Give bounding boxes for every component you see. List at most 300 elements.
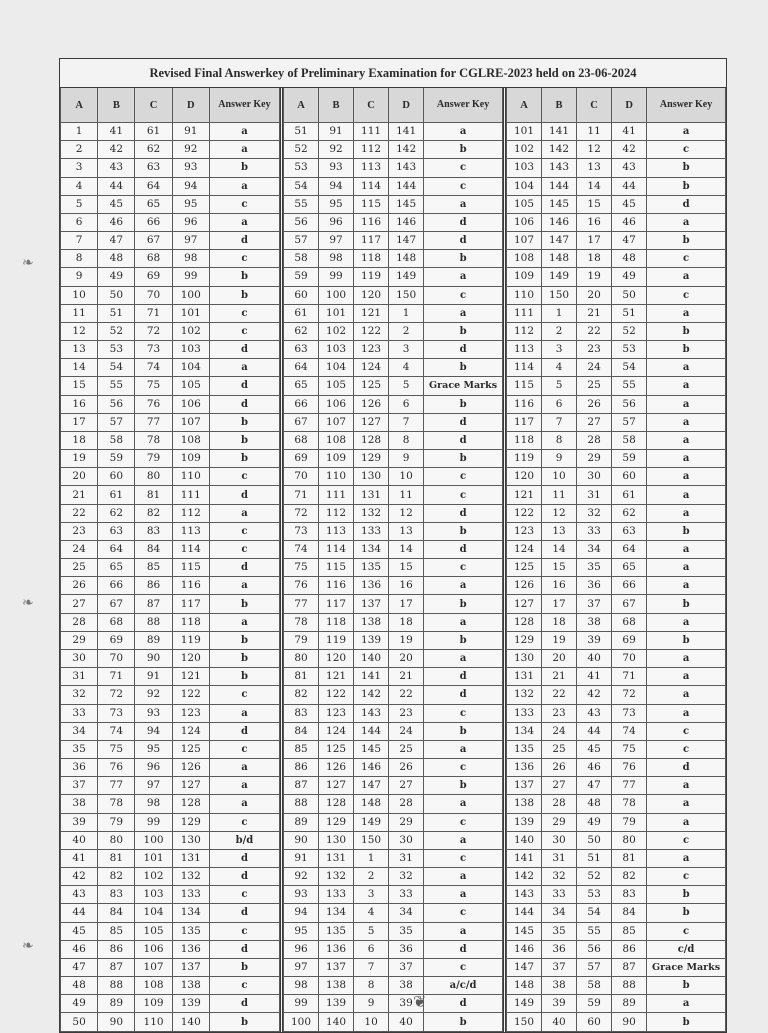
table-row [61, 904, 280, 922]
question-number-cell: 145 [389, 195, 424, 213]
question-number-cell: 33 [577, 522, 612, 540]
answer-key-cell: c [209, 977, 279, 995]
question-number-cell: 26 [389, 759, 424, 777]
question-number-cell: 75 [98, 740, 135, 758]
question-number-cell: 145 [354, 740, 389, 758]
question-number-cell: 91 [284, 849, 319, 867]
table-row [284, 668, 503, 686]
answer-key-cell: c [209, 250, 279, 268]
question-number-cell: 90 [135, 649, 172, 667]
question-number-cell: 34 [389, 904, 424, 922]
question-number-cell: 7 [354, 958, 389, 976]
question-number-cell: 110 [319, 468, 354, 486]
question-number-cell: 18 [61, 431, 98, 449]
question-number-cell: 36 [542, 940, 577, 958]
question-number-cell: 30 [542, 831, 577, 849]
question-number-cell: 17 [577, 232, 612, 250]
question-number-cell: 99 [172, 268, 209, 286]
answer-key-cell: d [209, 904, 279, 922]
answer-key-cell: a [209, 123, 279, 141]
question-number-cell: 132 [319, 868, 354, 886]
question-number-cell: 13 [577, 159, 612, 177]
question-number-cell: 111 [507, 304, 542, 322]
question-number-cell: 38 [61, 795, 98, 813]
question-number-cell: 43 [577, 704, 612, 722]
question-number-cell: 132 [507, 686, 542, 704]
question-number-cell: 75 [612, 740, 647, 758]
table-row [507, 595, 726, 613]
question-number-cell: 28 [389, 795, 424, 813]
table-row [61, 577, 280, 595]
answer-key-cell: c [647, 831, 726, 849]
question-number-cell: 106 [135, 940, 172, 958]
question-number-cell: 64 [135, 177, 172, 195]
answer-key-cell: c [209, 686, 279, 704]
question-number-cell: 129 [319, 813, 354, 831]
question-number-cell: 112 [172, 504, 209, 522]
margin-mark: ❧ [22, 938, 34, 954]
question-number-cell: 121 [354, 304, 389, 322]
question-number-cell: 138 [507, 795, 542, 813]
question-number-cell: 28 [542, 795, 577, 813]
question-number-cell: 63 [612, 522, 647, 540]
answer-key-cell: d [209, 849, 279, 867]
question-number-cell: 84 [284, 722, 319, 740]
table-row [284, 631, 503, 649]
question-number-cell: 24 [542, 722, 577, 740]
question-number-cell: 8 [389, 431, 424, 449]
question-number-cell: 44 [577, 722, 612, 740]
question-number-cell: 139 [172, 995, 209, 1013]
table-row [61, 849, 280, 867]
question-number-cell: 67 [612, 595, 647, 613]
table-row [507, 123, 726, 141]
question-number-cell: 146 [542, 213, 577, 231]
question-number-cell: 140 [172, 1013, 209, 1031]
answer-key-cell: b [209, 431, 279, 449]
question-number-cell: 126 [354, 395, 389, 413]
question-number-cell: 125 [507, 559, 542, 577]
question-number-cell: 83 [135, 522, 172, 540]
question-number-cell: 14 [577, 177, 612, 195]
question-number-cell: 6 [542, 395, 577, 413]
question-number-cell: 74 [98, 722, 135, 740]
table-row [507, 395, 726, 413]
question-number-cell: 42 [612, 141, 647, 159]
question-number-cell: 36 [389, 940, 424, 958]
question-number-cell: 57 [577, 958, 612, 976]
question-number-cell: 147 [542, 232, 577, 250]
table-row [61, 886, 280, 904]
question-number-cell: 120 [319, 649, 354, 667]
question-number-cell: 24 [389, 722, 424, 740]
question-number-cell: 60 [98, 468, 135, 486]
answer-key-cell: a [424, 922, 503, 940]
table-row [284, 522, 503, 540]
question-number-cell: 65 [612, 559, 647, 577]
table-row [507, 286, 726, 304]
table-row [284, 195, 503, 213]
table-row [61, 649, 280, 667]
question-number-cell: 2 [542, 322, 577, 340]
question-number-cell: 4 [389, 359, 424, 377]
question-number-cell: 30 [577, 468, 612, 486]
question-number-cell: 144 [389, 177, 424, 195]
question-number-cell: 92 [172, 141, 209, 159]
margin-mark: ❧ [22, 595, 34, 611]
question-number-cell: 87 [98, 958, 135, 976]
question-number-cell: 23 [61, 522, 98, 540]
question-number-cell: 63 [135, 159, 172, 177]
question-number-cell: 126 [319, 759, 354, 777]
answer-key-cell: b [424, 450, 503, 468]
question-number-cell: 49 [61, 995, 98, 1013]
question-number-cell: 102 [172, 322, 209, 340]
question-number-cell: 102 [319, 322, 354, 340]
question-number-cell: 52 [577, 868, 612, 886]
table-row [507, 722, 726, 740]
answer-key-cell: c [209, 522, 279, 540]
question-number-cell: 8 [542, 431, 577, 449]
question-number-cell: 113 [507, 341, 542, 359]
question-number-cell: 140 [354, 649, 389, 667]
question-number-cell: 41 [98, 123, 135, 141]
question-number-cell: 62 [98, 504, 135, 522]
question-number-cell: 84 [612, 904, 647, 922]
question-number-cell: 37 [577, 595, 612, 613]
question-number-cell: 71 [98, 668, 135, 686]
question-number-cell: 133 [507, 704, 542, 722]
question-number-cell: 9 [61, 268, 98, 286]
table-row [61, 304, 280, 322]
answer-key-cell: b [424, 777, 503, 795]
question-number-cell: 55 [284, 195, 319, 213]
question-number-cell: 122 [172, 686, 209, 704]
table-row [61, 559, 280, 577]
question-number-cell: 76 [284, 577, 319, 595]
question-number-cell: 103 [319, 341, 354, 359]
question-number-cell: 86 [98, 940, 135, 958]
question-number-cell: 41 [61, 849, 98, 867]
question-number-cell: 111 [172, 486, 209, 504]
question-number-cell: 142 [354, 686, 389, 704]
table-row [61, 613, 280, 631]
question-number-cell: 94 [172, 177, 209, 195]
question-number-cell: 73 [98, 704, 135, 722]
question-number-cell: 1 [354, 849, 389, 867]
table-row [284, 232, 503, 250]
question-number-cell: 118 [354, 250, 389, 268]
question-number-cell: 98 [172, 250, 209, 268]
table-row [284, 250, 503, 268]
answer-key-cell: b [424, 359, 503, 377]
question-number-cell: 102 [135, 868, 172, 886]
table-row [284, 595, 503, 613]
question-number-cell: 15 [61, 377, 98, 395]
question-number-cell: 80 [612, 831, 647, 849]
question-number-cell: 27 [389, 777, 424, 795]
question-number-cell: 18 [389, 613, 424, 631]
question-number-cell: 80 [284, 649, 319, 667]
answer-key-cell: a [647, 123, 726, 141]
answer-key-cell: c [424, 958, 503, 976]
table-row [507, 522, 726, 540]
question-number-cell: 123 [507, 522, 542, 540]
table-row [284, 322, 503, 340]
question-number-cell: 82 [284, 686, 319, 704]
answer-key-cell: d [424, 431, 503, 449]
question-number-cell: 79 [135, 450, 172, 468]
question-number-cell: 91 [319, 123, 354, 141]
question-number-cell: 117 [507, 413, 542, 431]
table-row [61, 250, 280, 268]
question-number-cell: 28 [577, 431, 612, 449]
question-number-cell: 112 [319, 504, 354, 522]
question-number-cell: 128 [172, 795, 209, 813]
answer-key-cell: a [424, 740, 503, 758]
question-number-cell: 15 [577, 195, 612, 213]
table-row [507, 668, 726, 686]
question-number-cell: 128 [319, 795, 354, 813]
question-number-cell: 35 [577, 559, 612, 577]
answer-key-cell: b [209, 631, 279, 649]
question-number-cell: 31 [542, 849, 577, 867]
question-number-cell: 107 [135, 958, 172, 976]
answer-key-cell: c [647, 250, 726, 268]
answer-key-cell: b [424, 322, 503, 340]
answer-key-cell: b [424, 595, 503, 613]
question-number-cell: 15 [542, 559, 577, 577]
question-number-cell: 8 [354, 977, 389, 995]
answer-key-cell: c [424, 849, 503, 867]
table-row [61, 795, 280, 813]
column-header: C [577, 88, 612, 123]
table-row [507, 159, 726, 177]
question-number-cell: 120 [354, 286, 389, 304]
table-row [507, 631, 726, 649]
answer-key-cell: c [209, 468, 279, 486]
question-number-cell: 6 [61, 213, 98, 231]
table-row [284, 504, 503, 522]
answer-key-cell: a [647, 649, 726, 667]
table-row [61, 232, 280, 250]
answer-key-cell: a [647, 359, 726, 377]
table-row [507, 686, 726, 704]
question-number-cell: 133 [354, 522, 389, 540]
answer-key-cell: c [424, 813, 503, 831]
question-number-cell: 93 [319, 159, 354, 177]
question-number-cell: 143 [354, 704, 389, 722]
question-number-cell: 109 [507, 268, 542, 286]
question-number-cell: 55 [577, 922, 612, 940]
question-number-cell: 4 [542, 359, 577, 377]
answer-key-cell: a [647, 413, 726, 431]
column-header: A [284, 88, 319, 123]
table-row [284, 904, 503, 922]
answer-key-cell: d [209, 232, 279, 250]
table-row [284, 868, 503, 886]
question-number-cell: 142 [389, 141, 424, 159]
answer-key-cell: b [647, 977, 726, 995]
answer-key-cell: d [209, 559, 279, 577]
answer-key-cell: c [209, 322, 279, 340]
table-row [507, 486, 726, 504]
answer-key-cell: a [209, 177, 279, 195]
answer-key-cell: b [209, 958, 279, 976]
answer-key-cell: a [647, 995, 726, 1013]
question-number-cell: 47 [577, 777, 612, 795]
answer-key-cell: a [647, 849, 726, 867]
answer-key-cell: b [647, 904, 726, 922]
question-number-cell: 104 [172, 359, 209, 377]
table-row [284, 922, 503, 940]
answer-key-cell: d [647, 759, 726, 777]
table-row [507, 795, 726, 813]
answer-key-cell: d [209, 940, 279, 958]
question-number-cell: 18 [542, 613, 577, 631]
question-number-cell: 149 [389, 268, 424, 286]
question-number-cell: 54 [612, 359, 647, 377]
question-number-cell: 66 [135, 213, 172, 231]
question-number-cell: 113 [172, 522, 209, 540]
answer-key-cell: a [647, 559, 726, 577]
question-number-cell: 117 [319, 595, 354, 613]
question-number-cell: 136 [319, 940, 354, 958]
question-number-cell: 29 [389, 813, 424, 831]
question-number-cell: 105 [319, 377, 354, 395]
question-number-cell: 83 [612, 886, 647, 904]
answer-key-cell: d [209, 341, 279, 359]
table-row [284, 213, 503, 231]
answer-key-cell: a [647, 213, 726, 231]
answer-key-cell: a [647, 468, 726, 486]
table-row [284, 977, 503, 995]
column-header: B [319, 88, 354, 123]
question-number-cell: 111 [354, 123, 389, 141]
question-number-cell: 37 [542, 958, 577, 976]
question-number-cell: 14 [389, 540, 424, 558]
question-number-cell: 96 [319, 213, 354, 231]
question-number-cell: 139 [354, 631, 389, 649]
question-number-cell: 103 [135, 886, 172, 904]
question-number-cell: 46 [612, 213, 647, 231]
question-number-cell: 92 [284, 868, 319, 886]
question-number-cell: 10 [354, 1013, 389, 1031]
question-number-cell: 106 [319, 395, 354, 413]
question-number-cell: 3 [61, 159, 98, 177]
question-number-cell: 132 [172, 868, 209, 886]
table-row [284, 559, 503, 577]
answer-key-cell: d [209, 395, 279, 413]
question-number-cell: 50 [98, 286, 135, 304]
answer-key-header: Answer Key [209, 88, 279, 123]
table-row [507, 886, 726, 904]
question-number-cell: 130 [319, 831, 354, 849]
question-number-cell: 128 [507, 613, 542, 631]
question-number-cell: 23 [577, 341, 612, 359]
question-number-cell: 116 [507, 395, 542, 413]
question-number-cell: 51 [577, 849, 612, 867]
question-number-cell: 30 [389, 831, 424, 849]
answer-key-cell: c [424, 486, 503, 504]
question-number-cell: 11 [542, 486, 577, 504]
question-number-cell: 137 [319, 958, 354, 976]
table-row [61, 540, 280, 558]
question-number-cell: 129 [354, 450, 389, 468]
table-row [284, 377, 503, 395]
question-number-cell: 134 [507, 722, 542, 740]
question-number-cell: 36 [577, 577, 612, 595]
question-number-cell: 115 [354, 195, 389, 213]
question-number-cell: 35 [542, 922, 577, 940]
question-number-cell: 66 [98, 577, 135, 595]
table-row [507, 450, 726, 468]
question-number-cell: 109 [172, 450, 209, 468]
question-number-cell: 86 [612, 940, 647, 958]
question-number-cell: 48 [612, 250, 647, 268]
table-row [284, 286, 503, 304]
question-number-cell: 107 [172, 413, 209, 431]
answer-key-cell: a [424, 304, 503, 322]
answer-key-cell: a [209, 777, 279, 795]
table-row [284, 813, 503, 831]
question-number-cell: 9 [542, 450, 577, 468]
question-number-cell: 120 [507, 468, 542, 486]
question-number-cell: 43 [612, 159, 647, 177]
margin-mark: ❧ [22, 255, 34, 271]
answer-key-cell: a [647, 540, 726, 558]
question-number-cell: 17 [389, 595, 424, 613]
table-row [507, 904, 726, 922]
table-row [284, 468, 503, 486]
table-row [61, 431, 280, 449]
question-number-cell: 95 [284, 922, 319, 940]
question-number-cell: 61 [135, 123, 172, 141]
answer-key-cell: c [424, 904, 503, 922]
table-row [284, 722, 503, 740]
question-number-cell: 136 [172, 940, 209, 958]
question-number-cell: 59 [612, 450, 647, 468]
table-row [507, 377, 726, 395]
question-number-cell: 149 [542, 268, 577, 286]
question-number-cell: 97 [135, 777, 172, 795]
question-number-cell: 147 [389, 232, 424, 250]
question-number-cell: 62 [612, 504, 647, 522]
question-number-cell: 85 [284, 740, 319, 758]
table-row [61, 141, 280, 159]
answer-key-header: Answer Key [647, 88, 726, 123]
question-number-cell: 16 [542, 577, 577, 595]
question-number-cell: 53 [98, 341, 135, 359]
question-number-cell: 131 [319, 849, 354, 867]
question-number-cell: 93 [172, 159, 209, 177]
question-number-cell: 122 [319, 686, 354, 704]
question-number-cell: 38 [542, 977, 577, 995]
question-number-cell: 104 [135, 904, 172, 922]
table-row [507, 232, 726, 250]
question-number-cell: 137 [354, 595, 389, 613]
answer-key-cell: a [647, 395, 726, 413]
question-number-cell: 29 [542, 813, 577, 831]
question-number-cell: 144 [354, 722, 389, 740]
question-number-cell: 60 [612, 468, 647, 486]
question-number-cell: 75 [135, 377, 172, 395]
table-row [284, 413, 503, 431]
question-number-cell: 90 [284, 831, 319, 849]
question-number-cell: 16 [61, 395, 98, 413]
answer-key-cell: a [647, 577, 726, 595]
question-number-cell: 124 [172, 722, 209, 740]
